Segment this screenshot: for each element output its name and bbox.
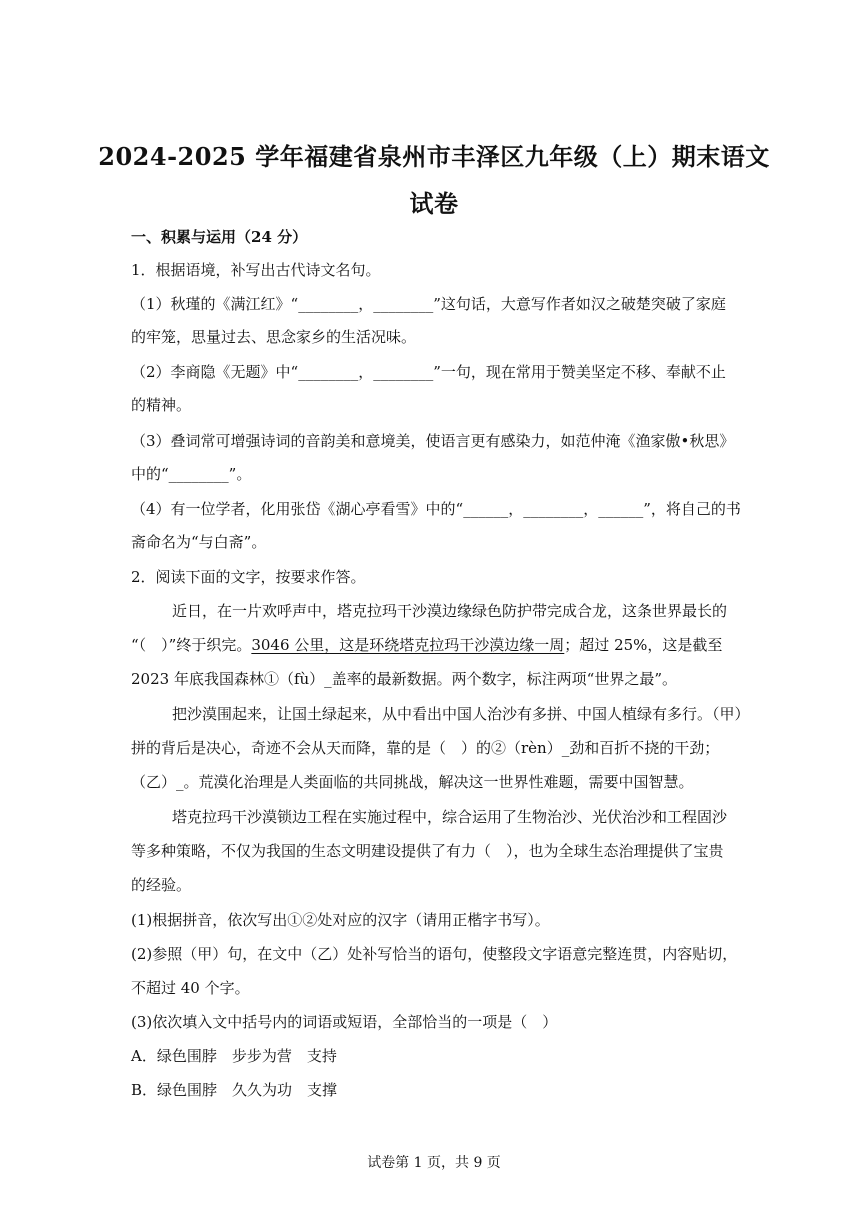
passage-paragraph-3: 塔克拉玛干沙漠锁边工程在实施过程中，综合运用了生物治沙、光伏治沙和工程固沙 — [172, 808, 728, 826]
passage-paragraph-3-line-3: 的经验。 — [131, 876, 192, 894]
question-2-stem: 2．阅读下面的文字，按要求作答。 — [131, 568, 366, 586]
question-1-part-1: （1）秋瑾的《满江红》“________，________”这句话，大意写作者如汉之破楚突破了家庭 — [131, 295, 726, 313]
question-1-stem: 1．根据语境，补写出古代诗文名句。 — [131, 261, 381, 279]
passage-paragraph-1-line-3: 2023 年底我国森林①（fù）_盖率的最新数据。两个数字，标注两项“世界之最”。 — [131, 670, 677, 688]
question-1-part-2-cont: 的精神。 — [131, 396, 192, 414]
passage-paragraph-2: 把沙漠围起来，让国土绿起来，从中看出中国人治沙有多拼、中国人植绿有多行。（甲） — [172, 705, 750, 723]
sub-question-1: (1)根据拼音，依次写出①②处对应的汉字（请用正楷字书写）。 — [131, 911, 550, 929]
option-a: A．绿色围脖 步步为营 支持 — [131, 1047, 337, 1065]
option-b: B．绿色围脖 久久为功 支撑 — [131, 1081, 338, 1099]
question-1-part-4: （4）有一位学者，化用张岱《湖心亭看雪》中的“______，________，______”，将自己的书 — [131, 500, 741, 518]
question-1-part-3: （3）叠词常可增强诗词的音韵美和意境美，使语言更有感染力，如范仲淹《渔家傲•秋思》 — [131, 432, 735, 450]
passage-paragraph-1-line-2: “（ ）”终于织完。3046 公里，这是环绕塔克拉玛干沙漠边缘一周；超过 25%，这是截至 — [131, 636, 723, 654]
sub-question-2: (2)参照（甲）句，在文中（乙）处补写恰当的语句，使整段文字语意完整连贯，内容贴切， — [131, 945, 738, 963]
section-heading: 一、积累与运用（24 分） — [131, 228, 308, 246]
question-1-part-3-cont: 中的“________”。 — [131, 465, 252, 483]
passage-paragraph-2-line-2: 拼的背后是决心，奇迹不会从天而降，靠的是（ ）的②（rèn）_劲和百折不挠的干劲； — [131, 739, 720, 757]
question-1-part-4-cont: 斋命名为“与白斋”。 — [131, 533, 267, 551]
page-footer: 试卷第 1 页，共 9 页 — [367, 1155, 501, 1171]
underlined-sentence: 3046 公里，这是环绕塔克拉玛干沙漠边缘一周 — [251, 636, 565, 654]
sub-question-3: (3)依次填入文中括号内的词语或短语，全部恰当的一项是（ ） — [131, 1013, 558, 1031]
question-1-part-2: （2）李商隐《无题》中“________，________”一句，现在常用于赞美坚定不移、奉献不止 — [131, 363, 726, 381]
sub-question-2-cont: 不超过 40 个字。 — [131, 979, 250, 997]
page-title: 2024-2025 学年福建省泉州市丰泽区九年级（上）期末语文 — [98, 142, 770, 171]
page-title-continued: 试卷 — [409, 189, 459, 218]
passage-paragraph-2-line-3: （乙）_。荒漠化治理是人类面临的共同挑战，解决这一世界性难题，需要中国智慧。 — [131, 773, 694, 791]
question-1-part-1-cont: 的牢笼，思量过去、思念家乡的生活况味。 — [131, 328, 417, 346]
passage-paragraph-3-line-2: 等多种策略，不仅为我国的生态文明建设提供了有力（ ），也为全球生态治理提供了宝贵 — [131, 842, 724, 860]
passage-paragraph-1: 近日，在一片欢呼声中，塔克拉玛干沙漠边缘绿色防护带完成合龙，这条世界最长的 — [172, 602, 728, 620]
